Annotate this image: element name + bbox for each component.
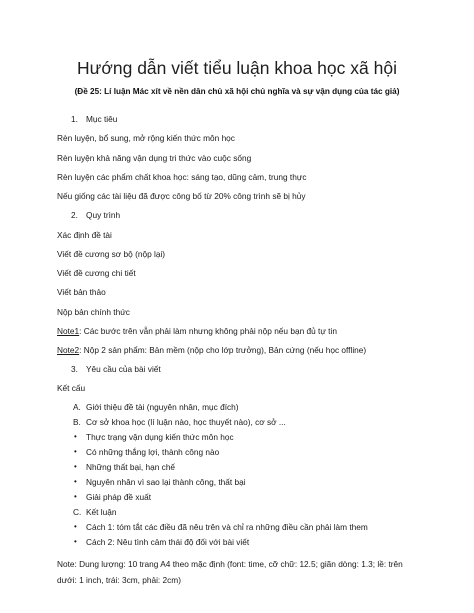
section-2-number: 2. <box>71 210 78 220</box>
process-step-1: Xác định đề tài <box>57 230 112 240</box>
goal-line-4: Nếu giống các tài liệu đã được công bố từ 20% công trình sẽ bị hủy <box>57 191 306 201</box>
structure-item: Giải pháp đề xuất <box>86 492 152 502</box>
process-step-2: Viết đề cương sơ bộ (nộp lại) <box>57 249 166 259</box>
structure-item: Nguyên nhân vì sao lại thành công, thất bại <box>86 477 246 487</box>
note-1-text: : Các bước trên vẫn phải làm nhưng không phải nộp nếu bạn đủ tự tin <box>79 326 337 336</box>
section-3-number: 3. <box>71 364 78 374</box>
bullet-icon: • <box>74 462 77 471</box>
bullet-icon: • <box>74 447 77 456</box>
bullet-icon: • <box>74 477 77 486</box>
note-2-text: : Nộp 2 sản phẩm: Bản mềm (nộp cho lớp trưởng), Bản cứng (nếu học offline) <box>79 345 367 355</box>
structure-item: Kết luận <box>86 507 117 517</box>
structure-item: Những thất bại, hạn chế <box>86 462 176 472</box>
goal-line-1: Rèn luyện, bổ sung, mở rộng kiến thức môn học <box>57 133 235 143</box>
item-marker: A. <box>73 402 81 412</box>
section-1-heading: Mục tiêu <box>86 114 118 124</box>
bullet-icon: • <box>74 537 77 546</box>
note-1 <box>57 326 337 336</box>
process-step-5: Nộp bản chính thức <box>57 307 130 317</box>
note-2 <box>57 345 366 355</box>
bullet-icon: • <box>74 432 77 441</box>
structure-item: Cách 2: Nêu tình cảm thái độ đối với bài viết <box>86 537 250 547</box>
bullet-icon: • <box>74 492 77 501</box>
section-1-number: 1. <box>71 114 78 124</box>
structure-item: Thực trạng vận dụng kiến thức môn học <box>86 432 234 442</box>
section-2-heading: Quy trình <box>86 210 121 220</box>
structure-item: Giới thiệu đề tài (nguyên nhân, mục đích) <box>86 402 239 412</box>
goal-line-3: Rèn luyện các phẩm chất khoa học: sáng tạo, dũng cảm, trung thực <box>57 172 307 182</box>
bullet-icon: • <box>74 522 77 531</box>
process-step-4: Viết bản thảo <box>57 287 106 297</box>
note-2-label: Note2 <box>57 345 80 355</box>
note-1-label: Note1 <box>57 326 80 336</box>
structure-item: Có những thắng lợi, thành công nào <box>86 447 220 457</box>
structure-label: Kết cấu <box>57 383 86 393</box>
item-marker: B. <box>73 417 81 427</box>
structure-item: Cơ sở khoa học (lí luận nào, học thuyết nào), cơ sở ... <box>86 417 286 427</box>
final-note: Note: Dung lượng: 10 trang A4 theo mặc định (font: time, cỡ chữ: 12.5; giãn dòng: 1.3; lề: trên dưới: 1 inch, trái: 3cm, phải: 2cm) <box>57 559 403 585</box>
section-3-heading: Yêu cầu của bài viết <box>86 364 161 374</box>
item-marker: C. <box>73 507 82 517</box>
structure-item: Cách 1: tóm tắt các điều đã nêu trên và chỉ ra những điều cần phải làm them <box>86 522 368 532</box>
document-title: Hướng dẫn viết tiểu luận khoa học xã hội <box>77 58 397 78</box>
process-step-3: Viết đề cương chi tiết <box>57 268 136 278</box>
document-subtitle: (Đề 25: Lí luận Mác xít về nền dân chủ xã hội chủ nghĩa và sự vận dụng của tác giả) <box>74 87 400 96</box>
goal-line-2: Rèn luyện khả năng vận dụng tri thức vào cuộc sống <box>57 153 252 163</box>
